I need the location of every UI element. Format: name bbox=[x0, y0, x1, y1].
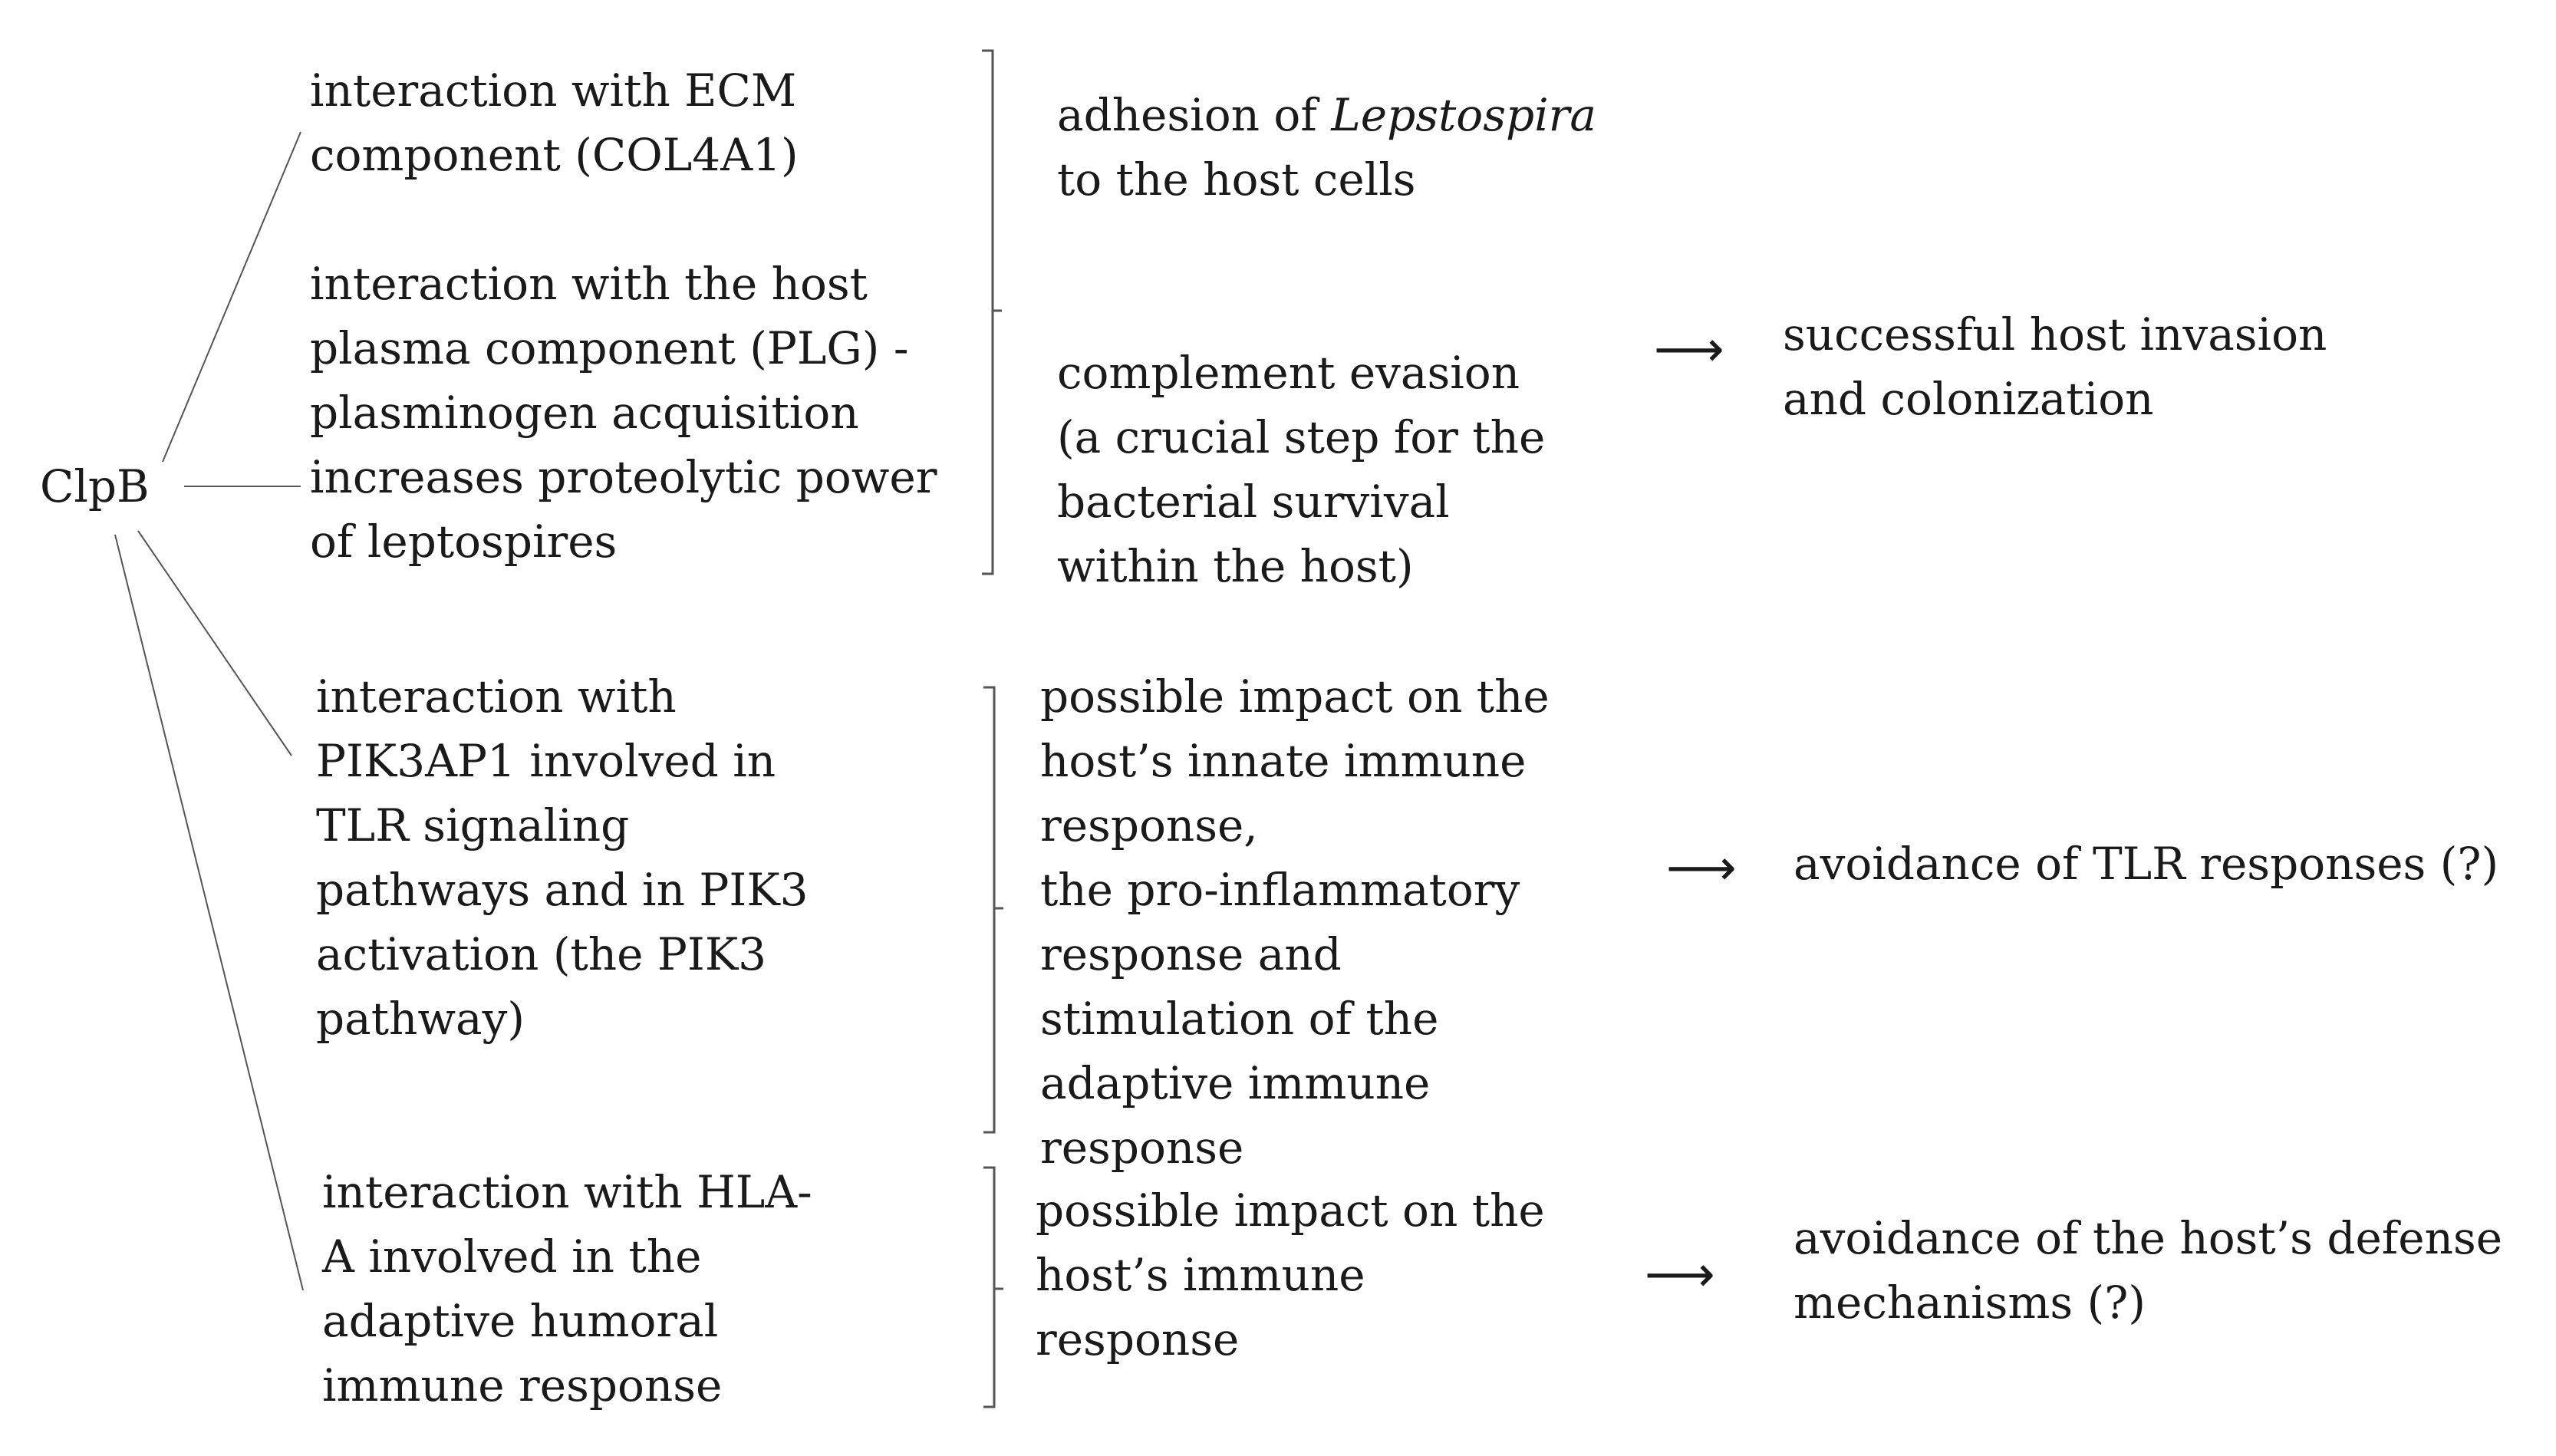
arrow-right-icon: ⟶ bbox=[1666, 840, 1737, 897]
connector-line-hla bbox=[115, 535, 303, 1290]
outcome-avoid-tlr: avoidance of TLR responses (?) bbox=[1793, 838, 2499, 890]
clpb-label: ClpB bbox=[40, 460, 150, 512]
connector-line-ecm bbox=[163, 132, 301, 462]
effect-immune-response: possible impact on the host’s immune response bbox=[1036, 1184, 1545, 1365]
effect-adhesion: adhesion of Lepstospira to the host cells bbox=[1057, 89, 1596, 206]
effect-complement-evasion: complement evasion (a crucial step for the bacterial survival within the host) bbox=[1057, 347, 1546, 592]
outcome-host-invasion: successful host invasion and colonization bbox=[1783, 308, 2327, 425]
arrow-right-icon: ⟶ bbox=[1645, 1247, 1715, 1303]
effect-innate-immune: possible impact on the host’s innate immune response, the pro-inflammatory response and stimulation of the adaptive immune response bbox=[1040, 670, 1550, 1174]
bracket-1 bbox=[982, 51, 1002, 574]
arrow-right-icon: ⟶ bbox=[1654, 321, 1724, 378]
bracket-2 bbox=[983, 687, 1003, 1132]
interaction-ecm: interaction with ECM component (COL4A1) bbox=[310, 64, 799, 181]
interaction-pik3ap1: interaction with PIK3AP1 involved in TLR signaling pathways and in PIK3 activation (the PIK3 pathway) bbox=[316, 670, 809, 1045]
interaction-plg: interaction with the host plasma component (PLG) - plasminogen acquisition increases proteolytic power of leptospires bbox=[310, 258, 937, 568]
outcome-avoid-defense: avoidance of the host’s defense mechanisms (?) bbox=[1793, 1212, 2503, 1329]
bracket-3 bbox=[983, 1168, 1003, 1407]
interaction-hla: interaction with HLA- A involved in the adaptive humoral immune response bbox=[322, 1166, 812, 1412]
